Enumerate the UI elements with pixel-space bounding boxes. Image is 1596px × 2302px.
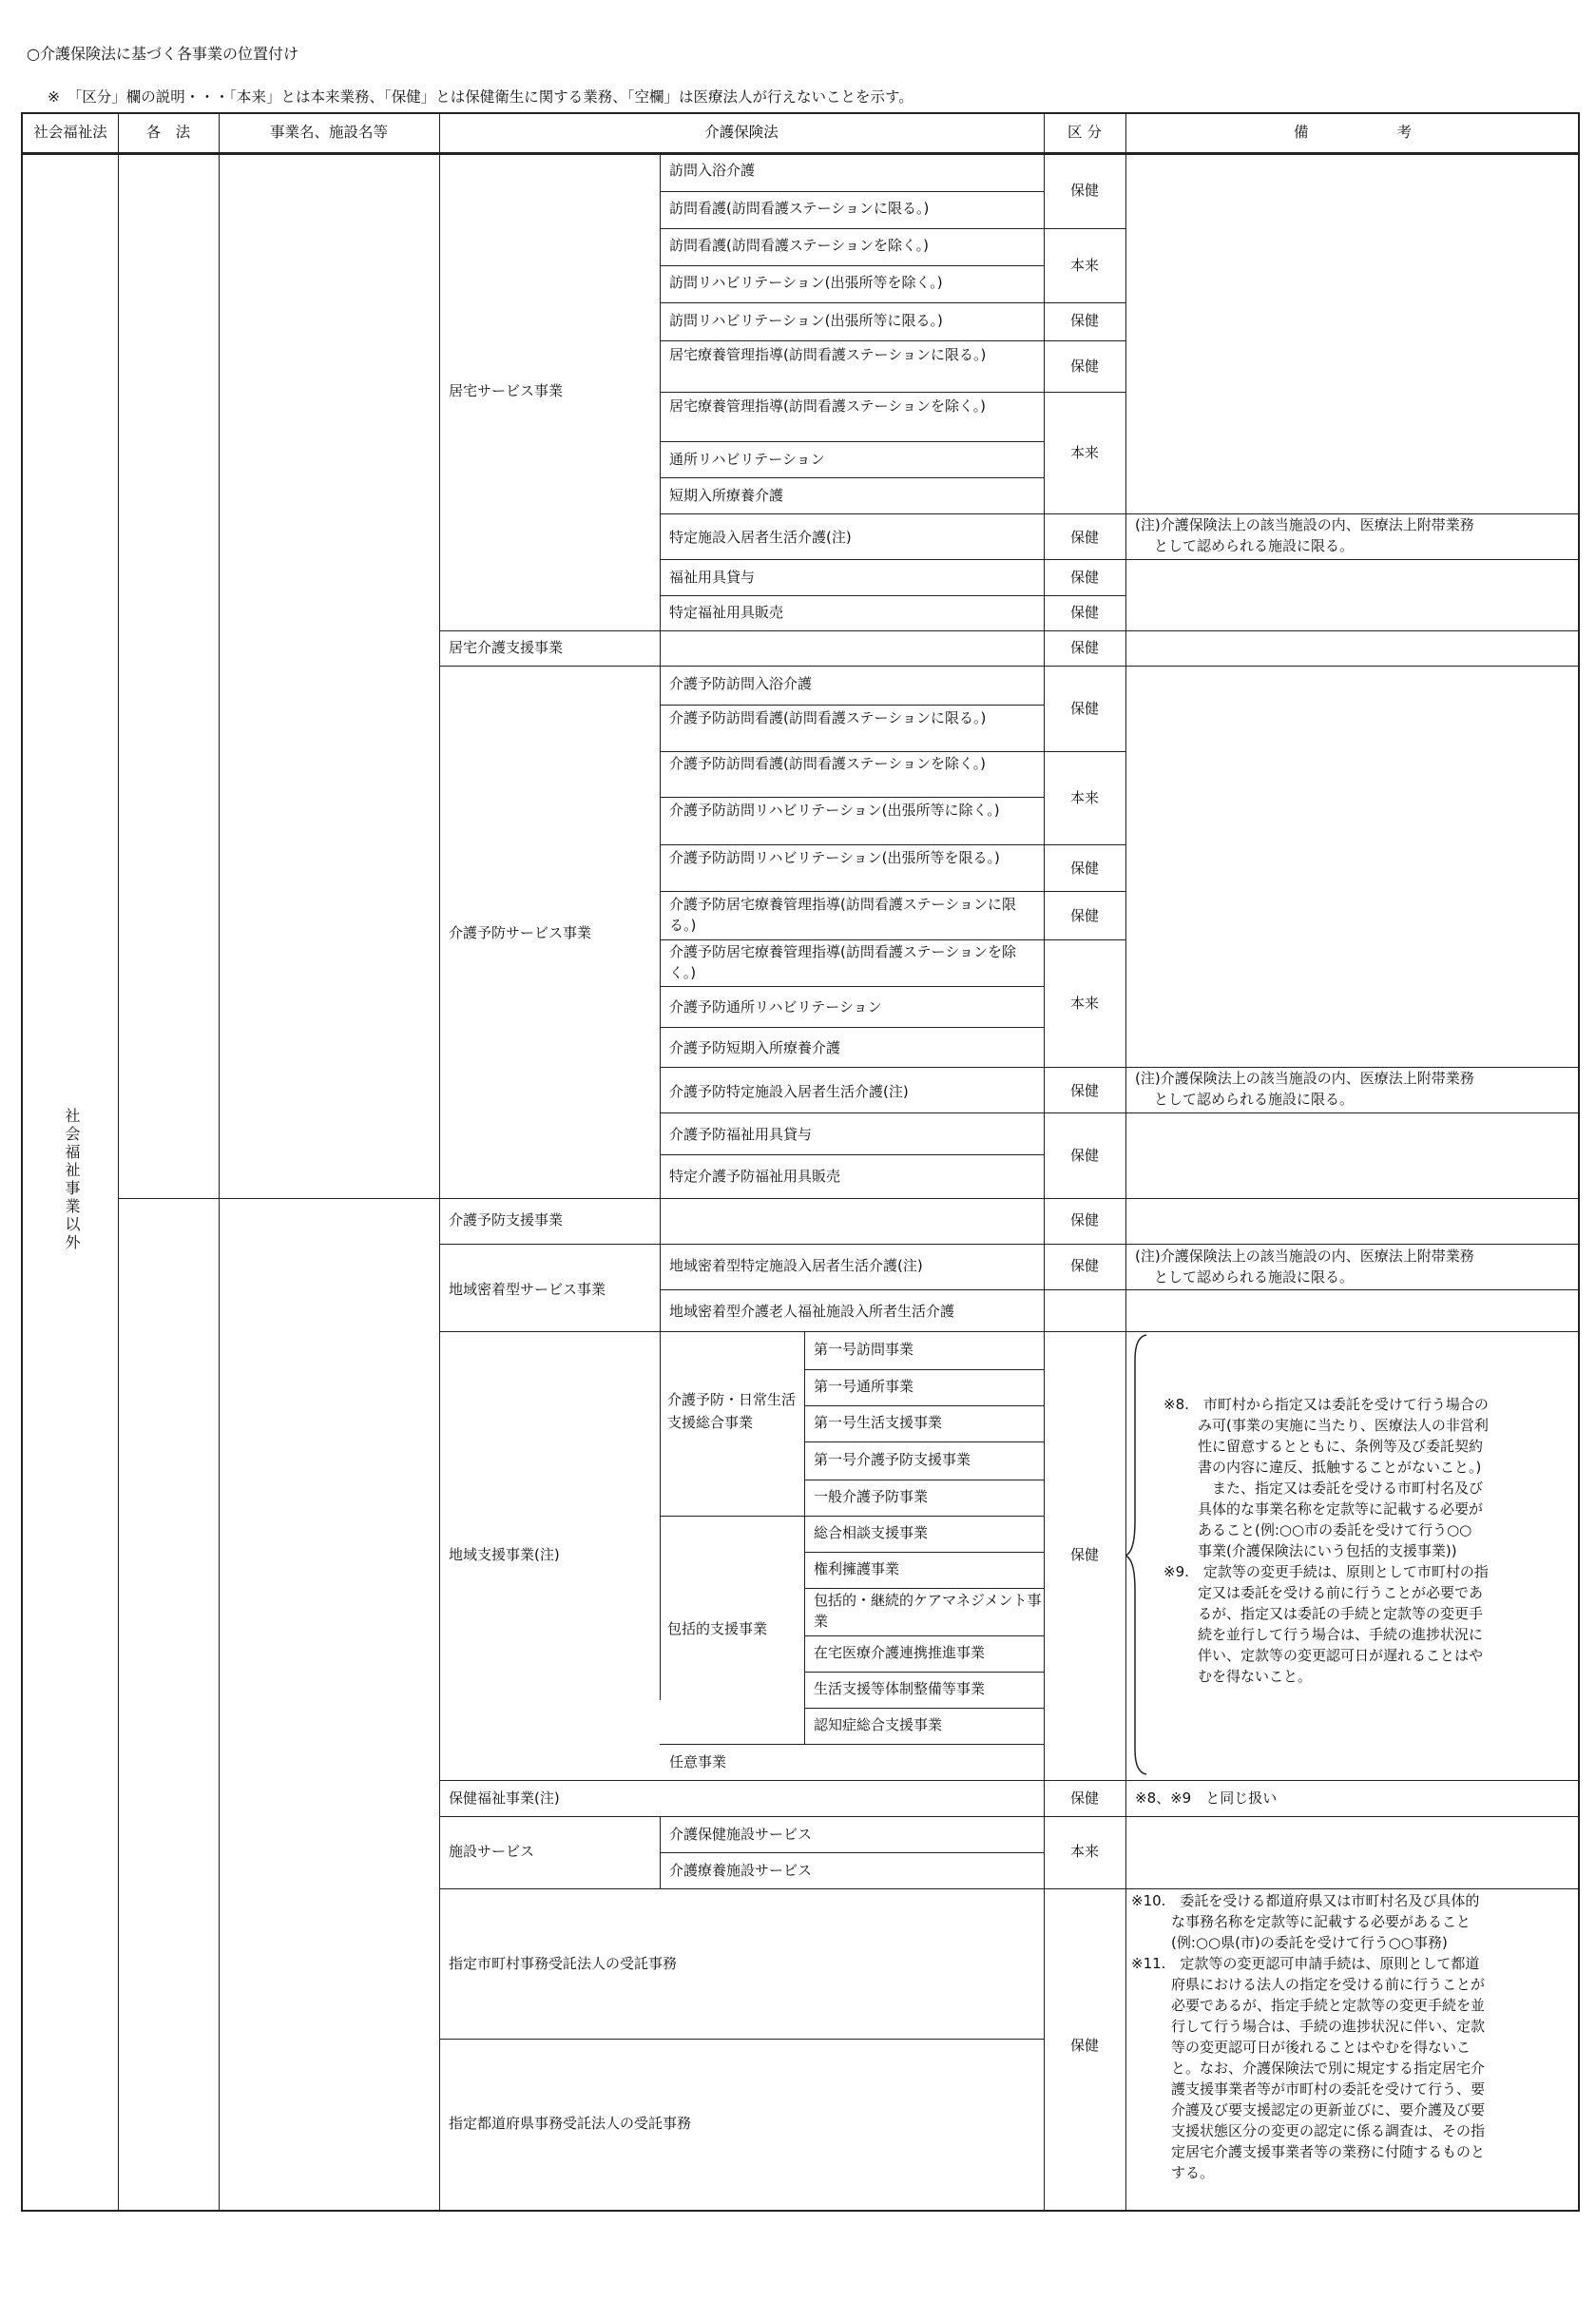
cat-k1-2: 保健 xyxy=(1069,182,1099,199)
remark-line: 具体的な事業名称を定款等に記載する必要が xyxy=(1198,1500,1484,1518)
cat-y11-12: 保健 xyxy=(1069,1147,1099,1164)
remark-line: な事務名称を定款等に記載する必要があること xyxy=(1171,1913,1471,1930)
cat-k6: 保健 xyxy=(1069,358,1099,375)
item-h2: 権利擁護事業 xyxy=(814,1560,900,1577)
header-category: 区 分 xyxy=(1067,124,1102,141)
remarks-8-9 xyxy=(1163,1394,1578,1687)
item-y3: 介護予防訪問看護(訪問看護ステーションを除く。) xyxy=(669,755,987,772)
group-sogo: 介護予防・日常生活支援総合事業 xyxy=(667,1391,797,1431)
item-y5: 介護予防訪問リハビリテーション(出張所等を限る。) xyxy=(669,849,1000,866)
item-m2: 地域密着型介護老人福祉施設入所者生活介護 xyxy=(669,1303,955,1320)
remark-same-as: ※8、※9 と同じ扱い xyxy=(1135,1789,1278,1807)
group-shichoson: 指定市町村事務受託法人の受託事務 xyxy=(449,1955,678,1972)
cat-chiiki-shien: 保健 xyxy=(1069,1546,1099,1563)
remark-line: み可(事業の実施に当たり、医療法人の非営利 xyxy=(1198,1417,1489,1434)
remark-line: と。なお、介護保険法で別に規定する指定居宅介 xyxy=(1171,2060,1486,2077)
item-y7: 介護予防居宅療養管理指導(訪問看護ステーションを除く。) xyxy=(669,943,1016,981)
item-f2: 介護療養施設サービス xyxy=(669,1862,813,1879)
group-hoken-fukushi: 保健福祉事業(注) xyxy=(449,1789,560,1807)
group-chiiki-mitchaku: 地域密着型サービス事業 xyxy=(449,1281,606,1298)
remark-line: ※11. 定款等の変更認可申請手続は、原則として都道 xyxy=(1131,1955,1480,1972)
remark-line: (例:○○県(市)の委託を受けて行う○○事務) xyxy=(1171,1934,1448,1951)
group-todofuken: 指定都道府県事務受託法人の受託事務 xyxy=(449,2115,692,2132)
item-y2: 介護予防訪問看護(訪問看護ステーションに限る。) xyxy=(669,709,987,726)
remark-line: 事業(介護保険法にいう包括的支援事業)) xyxy=(1198,1542,1457,1559)
remark-line: 護支援事業者等が市町村の委託を受けて行う、要 xyxy=(1171,2080,1486,2098)
group-shisetsu: 施設サービス xyxy=(449,1843,535,1860)
remark-line: ※10. 委託を受ける都道府県又は市町村名及び具体的 xyxy=(1131,1892,1480,1909)
item-h5: 生活支援等体制整備等事業 xyxy=(814,1680,986,1697)
remark-line: むを得ないこと。 xyxy=(1198,1668,1313,1685)
item-k3: 訪問看護(訪問看護ステーションを除く。) xyxy=(669,237,930,254)
item-y12: 特定介護予防福祉用具販売 xyxy=(669,1168,841,1185)
remark-line: 行して行う場合は、手続の進捗状況に伴い、定款 xyxy=(1171,2018,1486,2035)
item-k8: 通所リハビリテーション xyxy=(669,451,825,468)
item-k11: 福祉用具貸与 xyxy=(669,569,756,586)
group-hokatsu: 包括的支援事業 xyxy=(667,1620,768,1637)
remark-line: 性に留意するとともに、条例等及び委託契約 xyxy=(1198,1438,1484,1455)
remark-line: また、指定又は委託を受ける市町村名及び xyxy=(1198,1480,1484,1497)
item-y1: 介護予防訪問入浴介護 xyxy=(669,675,813,692)
cat-y10: 保健 xyxy=(1069,1082,1099,1099)
item-k2: 訪問看護(訪問看護ステーションに限る。) xyxy=(669,200,930,217)
remark-line: 必要であるが、指定手続と定款等の変更手続を並 xyxy=(1171,1997,1486,2014)
remark-k10-a: (注)介護保険法上の該当施設の内、医療法上附帯業務 xyxy=(1135,516,1474,533)
cat-y6: 保健 xyxy=(1069,907,1099,924)
item-s2: 第一号通所事業 xyxy=(814,1378,914,1395)
item-y11: 介護予防福祉用具貸与 xyxy=(669,1126,813,1143)
remarks-10-11 xyxy=(1131,1890,1578,2183)
item-k4: 訪問リハビリテーション(出張所等を除く。) xyxy=(669,274,943,291)
item-y9: 介護予防短期入所療養介護 xyxy=(669,1039,841,1056)
remark-line: ※9. 定款等の変更手続は、原則として市町村の指 xyxy=(1163,1563,1489,1580)
item-k12: 特定福祉用具販売 xyxy=(669,604,784,621)
item-y8: 介護予防通所リハビリテーション xyxy=(669,998,882,1016)
remark-m1-b: として認められる施設に限る。 xyxy=(1154,1268,1355,1286)
cat-jimu: 保健 xyxy=(1069,2037,1099,2054)
remark-line: 支援状態区分の変更の認定に係る調査は、その指 xyxy=(1171,2122,1486,2139)
header-business-name: 事業名、施設名等 xyxy=(269,124,388,141)
remark-line: ※8. 市町村から指定又は委託を受けて行う場合の xyxy=(1163,1396,1489,1413)
cat-k5: 保健 xyxy=(1069,312,1099,329)
remark-line: 等の変更認可日が後れることはやむを得ないこ xyxy=(1171,2039,1471,2056)
item-k9: 短期入所療養介護 xyxy=(669,487,784,504)
item-k7: 居宅療養管理指導(訪問看護ステーションを除く。) xyxy=(669,397,987,415)
item-s5: 一般介護予防事業 xyxy=(814,1488,929,1505)
remark-line: 伴い、定款等の変更認可日が遅れることはや xyxy=(1198,1647,1484,1664)
main-table xyxy=(21,112,1580,2212)
item-k5: 訪問リハビリテーション(出張所等に限る。) xyxy=(669,312,943,329)
item-k10: 特定施設入居者生活介護(注) xyxy=(669,529,852,546)
remark-line: 定居宅介護支援事業者等の業務に付随するものと xyxy=(1171,2143,1486,2160)
cat-y7-9: 本来 xyxy=(1069,995,1099,1012)
remark-line: 書の内容に違反、抵触することがないこと。) xyxy=(1198,1459,1482,1476)
header-ltc-law: 介護保険法 xyxy=(704,124,779,141)
item-s4: 第一号介護予防支援事業 xyxy=(814,1451,971,1468)
group-yobo: 介護予防サービス事業 xyxy=(449,924,592,941)
group-yobo-shien: 介護予防支援事業 xyxy=(449,1211,564,1228)
cat-hoken-fukushi: 保健 xyxy=(1069,1789,1099,1807)
item-y4: 介護予防訪問リハビリテーション(出張所等に除く。) xyxy=(669,802,1000,819)
cat-shisetsu: 本来 xyxy=(1069,1843,1099,1860)
cat-y3-4: 本来 xyxy=(1069,789,1099,806)
cat-y1-2: 保健 xyxy=(1069,700,1099,717)
item-h6: 認知症総合支援事業 xyxy=(814,1716,943,1733)
item-y10: 介護予防特定施設入居者生活介護(注) xyxy=(669,1083,909,1100)
item-y6: 介護予防居宅療養管理指導(訪問看護ステーションに限る。) xyxy=(669,896,1016,934)
group-kyotaku: 居宅サービス事業 xyxy=(449,382,564,399)
item-m1: 地域密着型特定施設入居者生活介護(注) xyxy=(669,1257,923,1274)
cat-k7-9: 本来 xyxy=(1069,444,1099,461)
remark-m1-a: (注)介護保険法上の該当施設の内、医療法上附帯業務 xyxy=(1135,1248,1474,1265)
remark-line: 府県における法人の指定を受ける前に行うことが xyxy=(1171,1976,1486,1993)
cat-y5: 保健 xyxy=(1069,860,1099,877)
cat-yobo-shien: 保健 xyxy=(1069,1211,1099,1228)
remark-line: 定又は委託を受ける前に行うことが必要であ xyxy=(1198,1584,1484,1601)
remark-line: るが、指定又は委託の手続と定款等の変更手 xyxy=(1198,1605,1484,1622)
item-s3: 第一号生活支援事業 xyxy=(814,1414,943,1431)
remark-y10-b: として認められる施設に限る。 xyxy=(1154,1091,1355,1108)
group-nini: 任意事業 xyxy=(669,1753,727,1770)
remark-line: あること(例:○○市の委託を受けて行う○○ xyxy=(1198,1521,1472,1538)
remark-line: 介護及び要支援認定の更新並びに、要介護及び要 xyxy=(1171,2101,1486,2118)
remark-y10-a: (注)介護保険法上の該当施設の内、医療法上附帯業務 xyxy=(1135,1070,1474,1087)
item-k6: 居宅療養管理指導(訪問看護ステーションに限る。) xyxy=(669,346,987,363)
header-social-welfare-law: 社会福祉法 xyxy=(33,124,107,141)
item-f1: 介護保健施設サービス xyxy=(669,1826,813,1843)
remark-line: する。 xyxy=(1171,2164,1215,2181)
group-chiiki-shien: 地域支援事業(注) xyxy=(449,1546,560,1563)
category-note: ※ 「区分」欄の説明・・・「本来」とは本来業務、「保健」とは保健衛生に関する業務、「空欄」は医療法人が行えないことを示す。 xyxy=(48,88,913,106)
header-remarks: 備 考 xyxy=(1293,124,1412,141)
cat-k12: 保健 xyxy=(1069,604,1099,621)
header-each-law: 各 法 xyxy=(145,124,191,141)
cat-kyotaku-shien: 保健 xyxy=(1069,639,1099,656)
page-title: ○介護保険法に基づく各事業の位置付け xyxy=(27,45,298,63)
group-kyotaku-shien: 居宅介護支援事業 xyxy=(449,639,564,656)
item-h4: 在宅医療介護連携推進事業 xyxy=(814,1644,986,1661)
item-h3: 包括的・継続的ケアマネジメント事業 xyxy=(814,1592,1042,1630)
remark-k10-b: として認められる施設に限る。 xyxy=(1154,537,1355,554)
item-s1: 第一号訪問事業 xyxy=(814,1341,914,1358)
cat-k3-4: 本来 xyxy=(1069,257,1099,274)
cat-k10: 保健 xyxy=(1069,529,1099,546)
brace-icon xyxy=(1125,1331,1163,1778)
item-k1: 訪問入浴介護 xyxy=(669,162,756,179)
cat-m1: 保健 xyxy=(1069,1257,1099,1274)
item-h1: 総合相談支援事業 xyxy=(814,1524,929,1541)
remark-line: 続を並行して行う場合は、手続の進捗状況に xyxy=(1198,1626,1484,1643)
cat-k11: 保健 xyxy=(1069,569,1099,586)
vertical-label: 社会福祉事業以外 xyxy=(63,1108,81,1252)
